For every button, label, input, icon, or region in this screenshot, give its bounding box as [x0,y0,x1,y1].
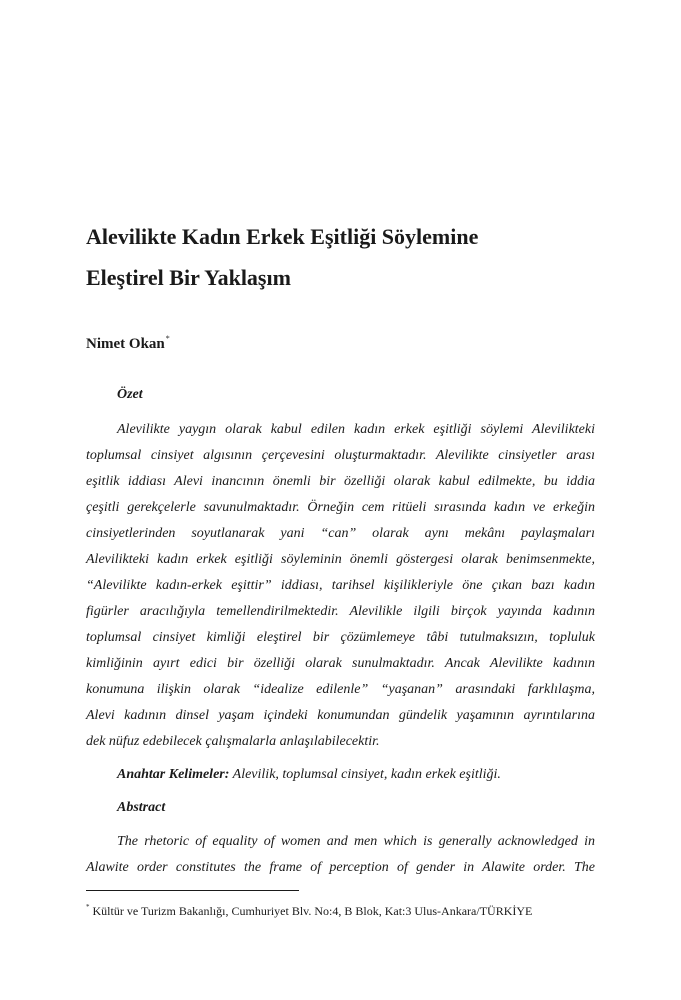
ozet-heading: Özet [117,387,143,402]
keywords-text: Alevilik, toplumsal cinsiyet, kadın erkek eşitliği. [229,767,501,782]
ozet-line: toplumsal cinsiyet kimliği eleştirel bir çözümlemeye tâbi tutulmaksızın, topluluk [86,630,595,645]
abstract-line: Alawite order constitutes the frame of perception of gender in Alawite order. The [86,860,595,875]
keywords [117,762,501,788]
author-footnote-mark[interactable]: * [165,334,170,343]
ozet-line: cinsiyetlerinden soyutlanarak yani “can” olarak aynı mekânı paylaşmaları [86,526,595,541]
ozet-paragraph [86,417,595,755]
ozet-line: dek nüfuz edebilecek çalışmalarla anlaşılabilecektir. [86,734,380,749]
footnote-text: Kültür ve Turizm Bakanlığı, Cumhuriyet Blv. No:4, B Blok, Kat:3 Ulus-Ankara/TÜRKİYE [92,904,533,918]
keywords-label: Anahtar Kelimeler: [117,767,230,782]
abstract-paragraph [86,829,595,881]
ozet-line: Alevi kadının dinsel yaşam içindeki konumundan gündelik yaşamının ayrıntılarına [86,708,595,723]
footnote [86,898,532,920]
ozet-line: çeşitli gerekçelerle savunulmaktadır. Örneğin cem ritüeli sırasında kadın ve erkeğin [86,500,595,515]
ozet-line: Alevilikte yaygın olarak kabul edilen kadın erkek eşitliği söylemi Alevilikteki [117,422,595,437]
footnote-mark: * [86,903,90,911]
ozet-line: “Alevilikte kadın-erkek eşittir” iddiası, tarihsel kişilikleriyle öne çıkan bazı kadın [86,578,595,593]
article-title [86,216,606,298]
ozet-line: eşitlik iddiası Alevi inancının önemli bir özelliği olarak kabul edilmekte, bu iddia [86,474,595,489]
title-line-1: Alevilikte Kadın Erkek Eşitliği Söylemine [86,224,479,249]
ozet-line: kimliğinin ayırt edici bir özelliği olarak sunulmaktadır. Ancak Alevilikte kadının [86,656,595,671]
ozet-line: Alevilikteki kadın erkek eşitliği söyleminin önemli göstergesi olarak benimsenmekte, [86,552,595,567]
abstract-line: The rhetoric of equality of women and men which is generally acknowledged in [117,834,595,849]
ozet-line: figürler aracılığıyla temellendirilmektedir. Alevilikle ilgili birçok yayında kadının [86,604,595,619]
footnote-divider [86,890,299,891]
title-line-2: Eleştirel Bir Yaklaşım [86,265,291,290]
author-name-text: Nimet Okan [86,336,165,352]
ozet-line: konumuna ilişkin olarak “idealize edilenle” “yaşanan” arasındaki farklılaşma, [86,682,595,697]
ozet-line: toplumsal cinsiyet algısının çerçevesini oluşturmaktadır. Alevilikte cinsiyetler arası [86,448,595,463]
abstract-heading: Abstract [117,800,166,815]
author-name [86,329,170,354]
